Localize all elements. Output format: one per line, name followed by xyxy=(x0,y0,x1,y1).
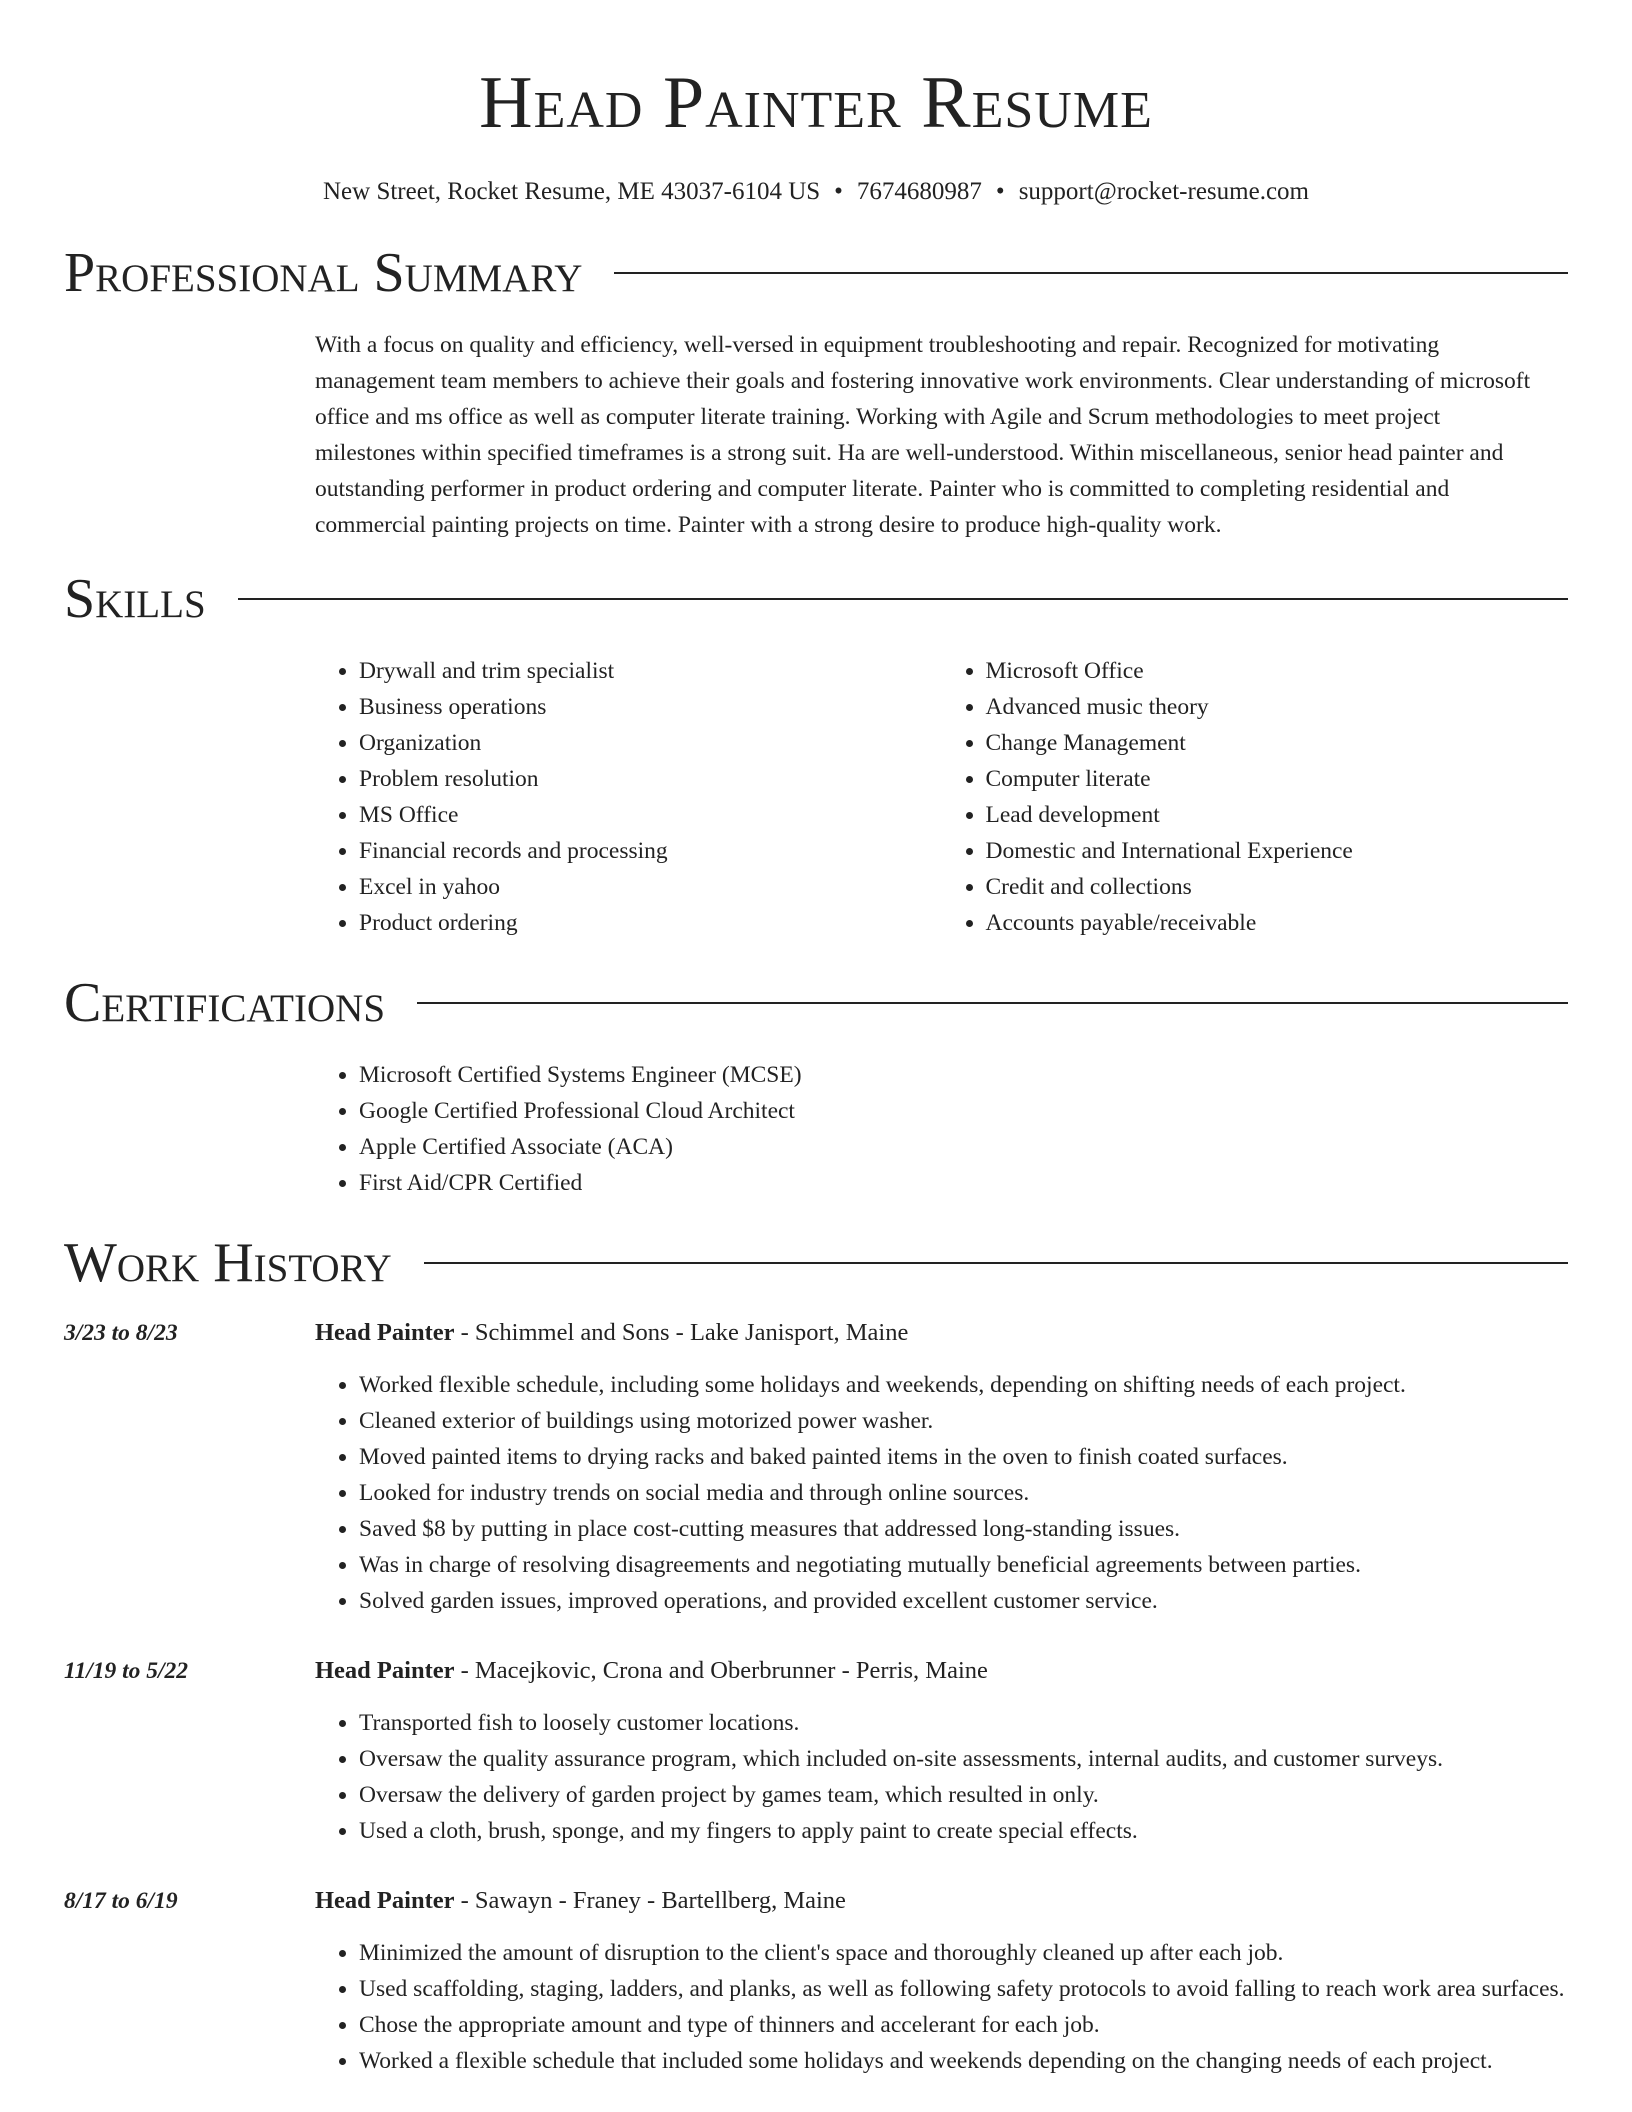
work-history-section-header xyxy=(64,1231,1568,1295)
job-dates: 8/17 to 6/19 xyxy=(64,1888,178,1914)
work-history-heading: Work History xyxy=(64,1232,392,1294)
skills-heading: Skills xyxy=(64,568,206,630)
skill-item: • Domestic and International Experience xyxy=(986,833,1569,869)
job-entry xyxy=(64,1315,1568,1619)
certifications-block xyxy=(315,1057,1568,1201)
skills-section-header xyxy=(64,567,1568,631)
job-dates: 11/19 to 5/22 xyxy=(64,1658,189,1684)
job-employer: - Macejkovic, Crona and Oberbrunner - Perris, Maine xyxy=(454,1657,988,1684)
resume-page xyxy=(64,0,1568,2079)
contact-separator: • xyxy=(995,178,1005,205)
skill-item: • Change Management xyxy=(986,725,1569,761)
job-bullets xyxy=(315,1367,1568,1619)
section-divider xyxy=(424,1262,1568,1264)
skill-item: • Problem resolution xyxy=(359,761,942,797)
job-title: Head Painter xyxy=(315,1657,455,1684)
job-bullet: • Moved painted items to drying racks and baked painted items in the oven to finish coated surfaces. xyxy=(359,1439,1568,1475)
job-title: Head Painter xyxy=(315,1887,455,1914)
job-title-line xyxy=(315,1315,1568,1351)
summary-text: With a focus on quality and efficiency, well-versed in equipment troubleshooting and repair. Recognized for motivating management team members to achieve their goals and fostering innovative work environments. Clear understanding of microsoft office and ms office as well as computer literate training. Working with Agile and Scrum methodologies to meet project milestones within specified timeframes is a strong suit. Ha are well-understood. Within miscellaneous, senior head painter and outstanding performer in product ordering and computer literate. Painter who is committed to completing residential and commercial painting projects on time. Painter with a strong desire to produce high-quality work. xyxy=(315,332,1531,538)
skill-item: • Accounts payable/receivable xyxy=(986,905,1569,941)
job-title: Head Painter xyxy=(315,1319,455,1346)
job-bullet: • Transported fish to loosely customer locations. xyxy=(359,1705,1568,1741)
job-bullet: • Used scaffolding, staging, ladders, and planks, as well as following safety protocols to avoid falling to reach work area surfaces. xyxy=(359,1971,1568,2007)
job-employer: - Sawayn - Franey - Bartellberg, Maine xyxy=(454,1887,846,1914)
summary-heading: Professional Summary xyxy=(64,242,583,304)
job-entry xyxy=(64,1883,1568,2079)
job-bullet: • Looked for industry trends on social media and through online sources. xyxy=(359,1475,1568,1511)
contact-email: support@rocket-resume.com xyxy=(1018,178,1309,205)
job-entry xyxy=(64,1653,1568,1849)
skill-item: • Financial records and processing xyxy=(359,833,942,869)
skill-item: • Excel in yahoo xyxy=(359,869,942,905)
certifications-section-header xyxy=(64,971,1568,1035)
skill-item: • Product ordering xyxy=(359,905,942,941)
job-title-line xyxy=(315,1883,1568,1919)
skills-list-left xyxy=(315,653,942,941)
certifications-heading: Certifications xyxy=(64,972,386,1034)
job-bullet: • Cleaned exterior of buildings using motorized power washer. xyxy=(359,1403,1568,1439)
skill-item: • Credit and collections xyxy=(986,869,1569,905)
job-bullets xyxy=(315,1705,1568,1849)
skill-item: • Microsoft Office xyxy=(986,653,1569,689)
skill-item: • Advanced music theory xyxy=(986,689,1569,725)
job-body xyxy=(315,1883,1568,2079)
skill-item: • Organization xyxy=(359,725,942,761)
section-divider xyxy=(417,1002,1568,1004)
resume-title: Head Painter Resume xyxy=(479,62,1153,144)
contact-address: New Street, Rocket Resume, ME 43037-6104 US xyxy=(323,178,821,205)
skill-item: • Lead development xyxy=(986,797,1569,833)
job-title-line xyxy=(315,1653,1568,1689)
skill-item: • Computer literate xyxy=(986,761,1569,797)
job-bullet: • Was in charge of resolving disagreements and negotiating mutually beneficial agreements between parties. xyxy=(359,1547,1568,1583)
contact-phone: 7674680987 xyxy=(856,178,982,205)
job-bullet: • Saved $8 by putting in place cost-cutting measures that addressed long-standing issues. xyxy=(359,1511,1568,1547)
contact-line xyxy=(64,176,1568,208)
skill-item: • MS Office xyxy=(359,797,942,833)
skills-list-right xyxy=(942,653,1569,941)
certification-item: • Apple Certified Associate (ACA) xyxy=(359,1129,1568,1165)
job-body xyxy=(315,1653,1568,1849)
skills-columns xyxy=(315,653,1568,941)
job-bullet: • Solved garden issues, improved operations, and provided excellent customer service. xyxy=(359,1583,1568,1619)
job-bullet: • Oversaw the quality assurance program, which included on-site assessments, internal audits, and customer surveys. xyxy=(359,1741,1568,1777)
certifications-list xyxy=(315,1057,1568,1201)
job-employer: - Schimmel and Sons - Lake Janisport, Maine xyxy=(454,1319,909,1346)
job-bullet: • Worked flexible schedule, including some holidays and weekends, depending on shifting needs of each project. xyxy=(359,1367,1568,1403)
job-bullets xyxy=(315,1935,1568,2079)
summary-section-header xyxy=(64,241,1568,305)
job-dates: 3/23 to 8/23 xyxy=(64,1320,178,1346)
job-bullet: • Worked a flexible schedule that included some holidays and weekends depending on the changing needs of each project. xyxy=(359,2043,1568,2079)
section-divider xyxy=(614,272,1568,274)
job-bullet: • Oversaw the delivery of garden project by games team, which resulted in only. xyxy=(359,1777,1568,1813)
skill-item: • Drywall and trim specialist xyxy=(359,653,942,689)
section-divider xyxy=(238,598,1568,600)
job-bullet: • Used a cloth, brush, sponge, and my fingers to apply paint to create special effects. xyxy=(359,1813,1568,1849)
certification-item: • Microsoft Certified Systems Engineer (MCSE) xyxy=(359,1057,1568,1093)
skill-item: • Business operations xyxy=(359,689,942,725)
certification-item: • First Aid/CPR Certified xyxy=(359,1165,1568,1201)
job-body xyxy=(315,1315,1568,1619)
job-bullet: • Chose the appropriate amount and type of thinners and accelerant for each job. xyxy=(359,2007,1568,2043)
contact-separator: • xyxy=(834,178,843,205)
job-bullet: • Minimized the amount of disruption to the client's space and thoroughly cleaned up after each job. xyxy=(359,1935,1568,1971)
certification-item: • Google Certified Professional Cloud Architect xyxy=(359,1093,1568,1129)
